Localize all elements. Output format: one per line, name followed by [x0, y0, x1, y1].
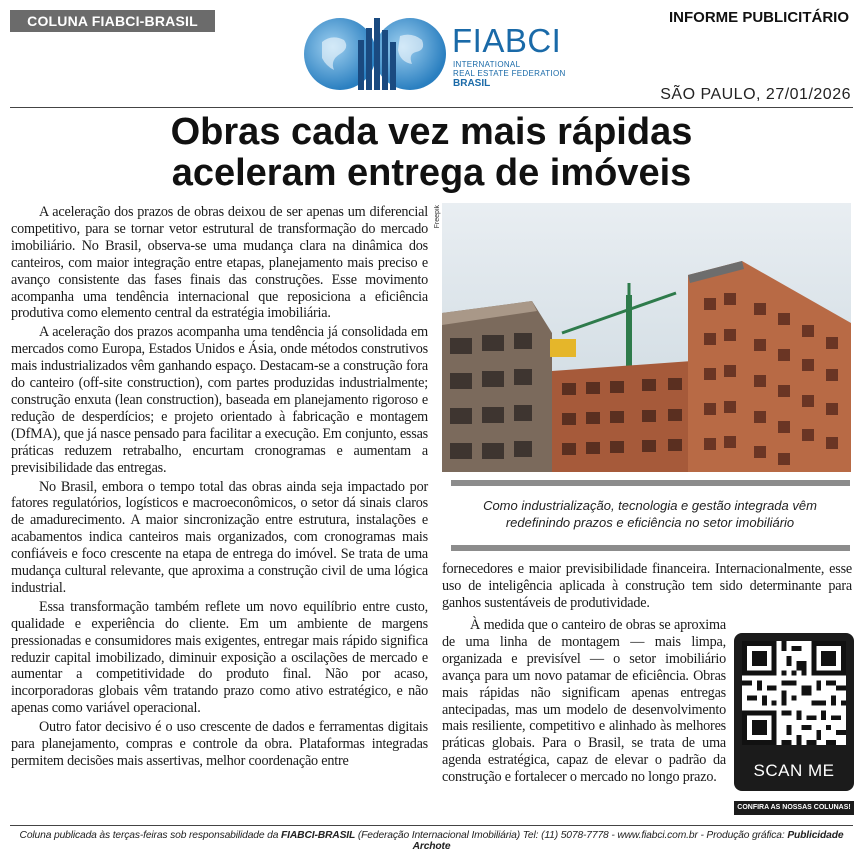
article-right-continuation: [442, 561, 852, 614]
paragraph: No Brasil, embora o tempo total das obras ainda seja impactado por fatores regulatórios, logísticos e macroeconômicos, o setor dá sinais claros de amadurecimento. A maior sincronização entre estrutura, instalações e acabamentos indica canteiros mais organizados, com cronogramas mais confiáveis e foco crescente na etapa de entrega do imóvel. Se trata de uma mudança cultural relevante, que aproxima a construção civil de uma lógica industrial.: [11, 478, 428, 596]
scan-me-label: SCAN ME: [753, 761, 835, 780]
qr-code-icon: [742, 641, 846, 745]
photo-credit: Freepik: [434, 205, 441, 229]
logo-line-2: REAL ESTATE FEDERATION: [453, 69, 566, 78]
informe-publicitario-label: INFORME PUBLICITÁRIO: [669, 9, 849, 26]
qr-code-badge[interactable]: [734, 633, 854, 791]
bottom-divider: [10, 825, 853, 826]
headline-line-2: aceleram entrega de imóveis: [171, 152, 692, 194]
paragraph: A aceleração dos prazos de obras deixou de ser apenas um diferencial competitivo, para se tornar vetor estrutural de transformação do mercado imobiliário. No Brasil, observa-se uma mudança clara na dinâmica dos canteiros, com maior integração entre etapas, planejamento mais preciso e avanço consistente das fases finais das construções. Esse movimento acompanha uma tendência internacional que reposiciona a eficiência produtiva como elemento central da estratégia imobiliária.: [11, 204, 428, 322]
headline: [0, 112, 863, 194]
dateline: SÃO PAULO, 27/01/2026: [660, 86, 851, 103]
footer-org: FIABCI-BRASIL: [281, 830, 356, 841]
fiabci-logo: [302, 14, 572, 94]
qr-promo-label: CONFIRA AS NOSSAS COLUNAS!: [734, 801, 854, 815]
globe-logo-icon: [302, 14, 447, 94]
paragraph: Essa transformação também reflete um novo equilíbrio entre custo, qualidade e experiência do cliente. Em um ambiente de margens pressionadas e consumidores mais exigentes, entregar mais rápido significa reduzir capital imobilizado, diminuir exposição a oscilações de mercado e aumentar a competitividade do produto final. Não por acaso, incorporadoras globais vêm tratando prazo como ativo estratégico, e não apenas como variável operacional.: [11, 598, 428, 717]
caption-bar-bottom: [451, 545, 850, 551]
construction-photo: [442, 203, 851, 472]
column-tag: COLUNA FIABCI-BRASIL: [10, 10, 215, 32]
footer-text-1: Coluna publicada às terças-feiras sob responsabilidade da: [19, 830, 282, 841]
article-left-column: [11, 204, 428, 772]
headline-line-1: Obras cada vez mais rápidas: [170, 111, 693, 153]
logo-line-1: INTERNATIONAL: [453, 60, 521, 69]
paragraph: fornecedores e maior previsibilidade financeira. Internacionalmente, esse uso de inteligência aplicada à construção tem sido determinante para ganhos sustentáveis de produtividade.: [442, 561, 852, 611]
logo-line-3: BRASIL: [453, 78, 491, 89]
article-right-column: [442, 617, 726, 788]
caption-bar-top: [451, 480, 850, 486]
paragraph: À medida que o canteiro de obras se aproxima de uma linha de montagem — mais limpa, organizada e previsível — o setor imobiliário avança para um novo patamar de eficiência. Obras mais rápidas não significam apenas entregas antecipadas, mas um modelo de desenvolvimento mais resiliente, competitivo e alinhado às melhores práticas globais. Para o Brasil, se trata de uma agenda estratégica, capaz de elevar o padrão da construção e fortalecer o mercado no longo prazo.: [442, 617, 726, 786]
paragraph: Outro fator decisivo é o uso crescente de dados e ferramentas digitais para planejamento, compras e controle da obra. Plataformas integradas permitem decisões mais assertivas, melhor coordenação entre: [11, 719, 428, 769]
caption-line-2: redefinindo prazos e eficiência no setor imobiliário: [505, 515, 795, 530]
caption-line-1: Como industrialização, tecnologia e gestão integrada vêm: [483, 498, 817, 513]
footer-text-2: (Federação Internacional Imobiliária) Tel: (11) 5078-7778 - www.fiabci.com.br - Produção gráfica:: [355, 830, 788, 841]
photo-caption: [445, 497, 855, 531]
top-divider: [10, 107, 853, 108]
footer-production: Publicidade Archote: [412, 830, 844, 851]
footer-credits: [0, 830, 863, 851]
logo-brand: FIABCI: [452, 22, 562, 59]
paragraph: A aceleração dos prazos acompanha uma tendência já consolidada em mercados como Europa, Estados Unidos e Ásia, onde métodos construtivos mais industrializados vêm ganhando espaço. Destacam-se a construção fora do canteiro (off-site construction), com partes produzidas industrialmente; construção enxuta (lean construction), baseada em planejamento rigoroso e redução de desperdícios; e projeto orientado à fabricação e montagem (DfMA), que já nasce pensado para facilitar a execução. Em conjunto, essas práticas reduzem retrabalho, encurtam cronogramas e aumentam a previsibilidade das entregas.: [11, 324, 428, 476]
